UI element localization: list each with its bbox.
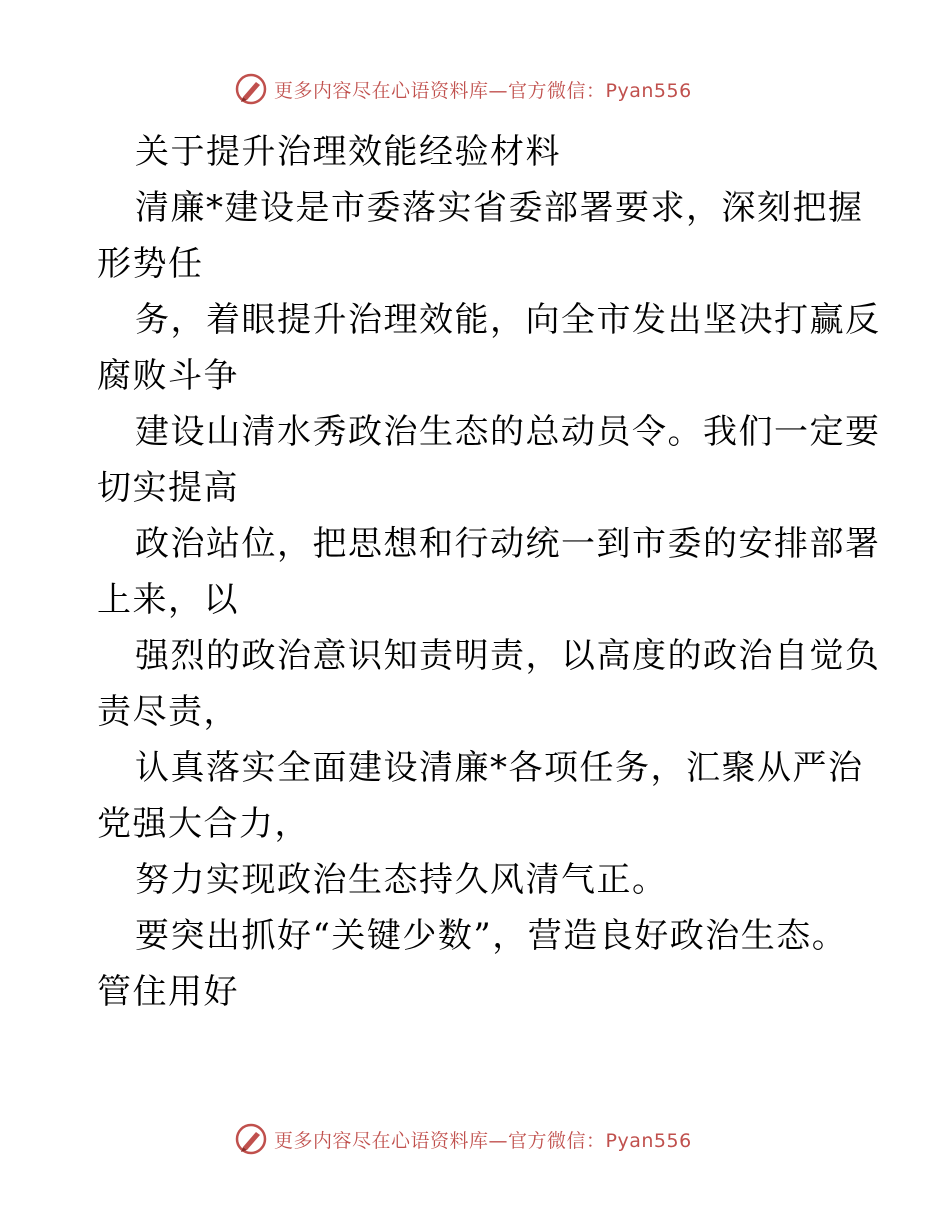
text-line: 清廉*建设是市委落实省委部署要求，深刻把握 (135, 188, 864, 228)
text-line: 强烈的政治意识知责明责，以高度的政治自觉负 (135, 636, 881, 676)
text-line: 腐败斗争 (97, 356, 239, 396)
watermark-text: 更多内容尽在心语资料库—官方微信：Pyan556 (274, 1129, 692, 1152)
pen-logo-icon (234, 1122, 268, 1156)
text-line: 形势任 (97, 244, 204, 284)
text-line: 认真落实全面建设清廉*各项任务，汇聚从严治 (135, 748, 864, 788)
text-line: 责尽责， (97, 692, 239, 732)
text-line: 努力实现政治生态持久风清气正。 (135, 860, 668, 900)
text-line: 上来，以 (97, 580, 239, 620)
document-body (97, 124, 881, 1020)
header-watermark (234, 72, 692, 106)
text-line: 管住用好 (97, 972, 239, 1012)
text-line: 关于提升治理效能经验材料 (135, 132, 561, 172)
text-line: 切实提高 (97, 468, 239, 508)
footer-watermark (234, 1122, 692, 1156)
text-line: 要突出抓好“关键少数”，营造良好政治生态。 (135, 916, 848, 956)
text-line: 建设山清水秀政治生态的总动员令。我们一定要 (135, 412, 881, 452)
watermark-text: 更多内容尽在心语资料库—官方微信：Pyan556 (274, 79, 692, 102)
pen-logo-icon (234, 72, 268, 106)
text-line: 务，着眼提升治理效能，向全市发出坚决打赢反 (135, 300, 881, 340)
text-line: 政治站位，把思想和行动统一到市委的安排部署 (135, 524, 881, 564)
text-line: 党强大合力， (97, 804, 310, 844)
